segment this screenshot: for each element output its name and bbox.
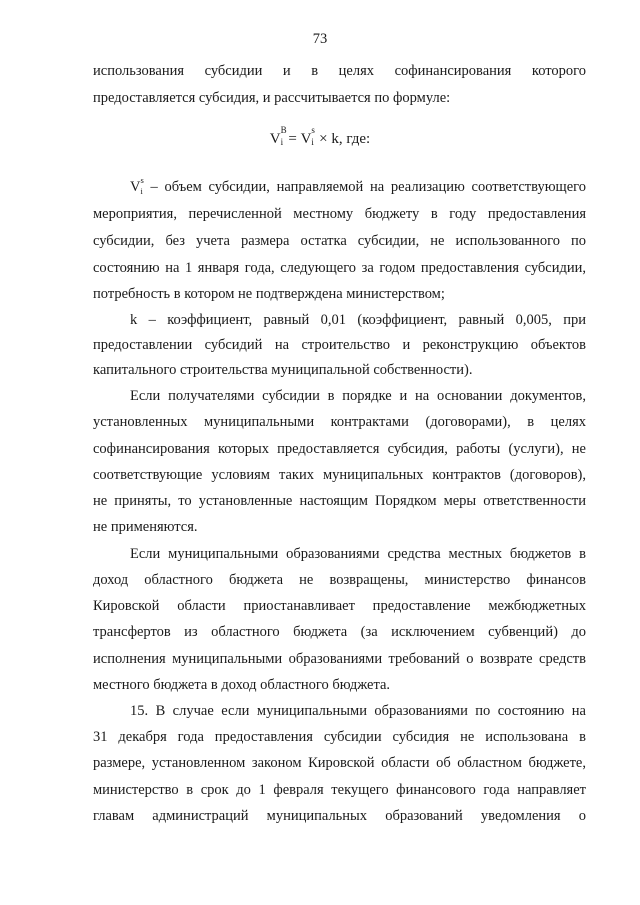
text-line: k – коэффициент, равный 0,01 (коэффициент, равный 0,005, при [130,312,586,328]
definition-line [130,175,586,196]
text-line: министерство в срок до 1 февраля текущего финансового года направляет [93,782,586,798]
text-line: предоставляется субсидия, и рассчитывается по формуле: [93,90,451,106]
text-line: установленных муниципальными контрактами (договорами), в целях [93,414,586,430]
page-number: 73 [312,31,328,47]
text-line: Кировской области приостанавливает предоставление межбюджетных [93,598,586,614]
text-line: трансфертов из областного бюджета (за исключением субвенций) до [93,624,586,640]
text-line: субсидии, без учета размера остатка субсидии, не использованного по [93,233,586,249]
text-line: потребность в котором не подтверждена министерством; [93,286,445,302]
text-line: исполнения муниципальными образованиями требований о возврате средств [93,651,586,667]
text-line: не применяются. [93,519,198,535]
text-line: соответствующие условиям таких муниципальных контрактов (договоров), [93,467,586,483]
text-line: размере, установленном законом Кировской области об областном бюджете, [93,755,586,771]
definition-symbol: V s i [130,175,144,196]
text-line: главам администраций муниципальных образований уведомления о [93,808,586,824]
formula [0,125,640,149]
text-line: мероприятия, перечисленной местному бюджету в году предоставления [93,206,586,222]
text-line: использования субсидии и в целях софинансирования которого [93,63,586,79]
text-line: софинансирования которых предоставляется субсидия, работы (услуги), не [93,441,586,457]
text-line: состоянию на 1 января года, следующего за годом предоставления субсидии, [93,260,586,276]
formula-rhs-symbol: V s i [300,125,315,147]
text-line: капитального строительства муниципальной собственности). [93,362,473,378]
text-line: Если муниципальными образованиями средства местных бюджетов в [130,546,586,562]
text-line: доход областного бюджета не возвращены, министерство финансов [93,572,586,588]
text-line: предоставлении субсидий на строительство и реконструкцию объектов [93,337,586,353]
text-line: 31 декабря года предоставления субсидии субсидия не использована в [93,729,586,745]
formula-lhs-symbol: V В i [269,125,287,147]
text-line: Если получателями субсидии в порядке и на основании документов, [130,388,586,404]
formula-equals: = [288,131,297,147]
text-line: – объем субсидии, направляемой на реализацию соответствующего [150,179,586,195]
text-line: 15. В случае если муниципальными образованиями по состоянию на [130,703,586,719]
text-line: местного бюджета в доход областного бюджета. [93,677,391,693]
text-line: не приняты, то установленные настоящим Порядком меры ответственности [93,493,586,509]
formula-rest: × k, где: [319,131,371,147]
